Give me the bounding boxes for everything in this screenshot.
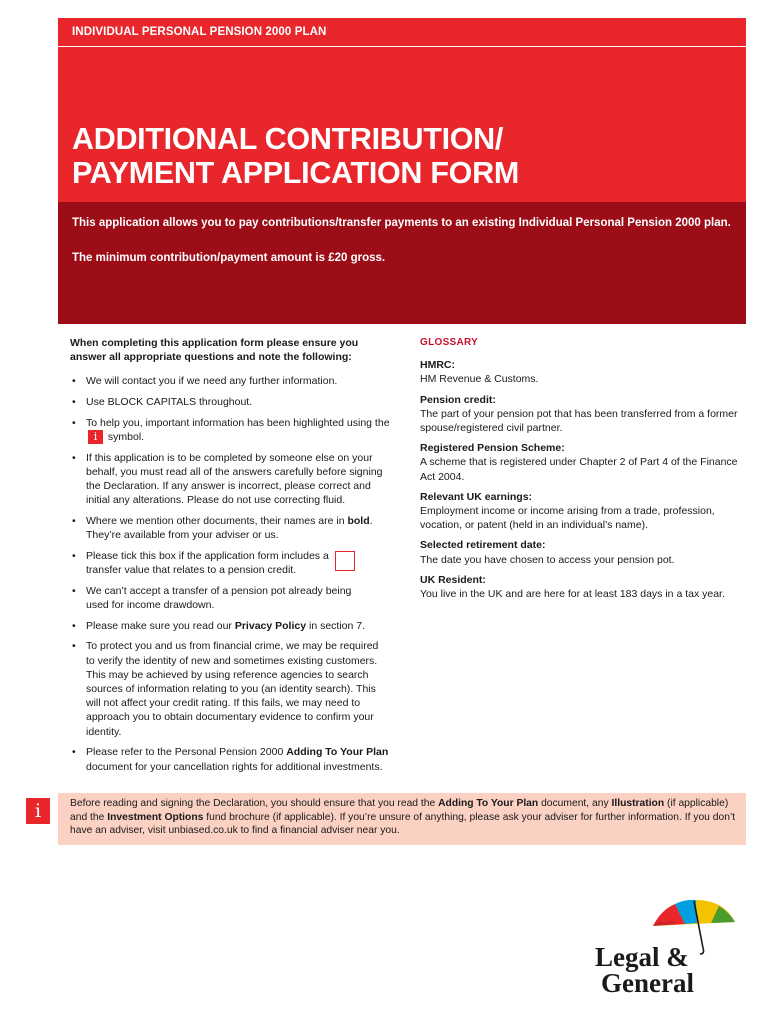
glossary-term: Relevant UK earnings: <box>420 490 533 503</box>
glossary-definition: HM Revenue & Customs. <box>420 373 539 386</box>
minimum-amount-text: The minimum contribution/payment amount is £20 gross. <box>72 252 386 264</box>
glossary-definition: The part of your pension pot that has been transferred from a former spouse/registered civil partner. <box>420 407 738 435</box>
list-item: • Use BLOCK CAPITALS throughout. <box>70 395 390 409</box>
glossary-definition: You live in the UK and are here for at least 183 days in a tax year. <box>420 588 725 601</box>
glossary-term: Registered Pension Scheme: <box>420 442 565 455</box>
list-item: • To protect you and us from financial crime, we may be required to verify the identity of new and sometimes existing customers. This may be achieved by using reference agencies to search sources of information relating to you (an identity search). This will not affect your credit rating. If this fails, we may need to approach you to obtain documentary evidence to confirm your identity. <box>70 639 390 738</box>
intro-text: This application allows you to pay contributions/transfer payments to an existing Individual Personal Pension 2000 plan. <box>72 217 731 229</box>
title-line-1: ADDITIONAL CONTRIBUTION/ <box>72 122 504 156</box>
instructions-lead: When completing this application form please ensure you answer all appropriate questions and note the following: <box>70 337 359 364</box>
info-icon: i <box>26 798 50 824</box>
logo-line-1: Legal & <box>595 942 689 972</box>
list-item: • We can’t accept a transfer of a pension pot already being used for income drawdown. <box>70 584 390 612</box>
list-item: • Please refer to the Personal Pension 2000 Adding To Your Plan document for your cancellation rights for additional investments. <box>70 745 390 773</box>
glossary-definition: The date you have chosen to access your pension pot. <box>420 553 675 566</box>
list-item: • If this application is to be completed by someone else on your behalf, you must read all of the answers carefully before signing the Declaration. If any answer is incorrect, please correct and initial any alterations. Please do not use correcting fluid. <box>70 451 390 508</box>
list-item: • Please make sure you read our Privacy Policy in section 7. <box>70 619 390 633</box>
instructions-section <box>70 336 390 780</box>
plan-name-bar: INDIVIDUAL PERSONAL PENSION 2000 PLAN <box>58 18 746 46</box>
glossary-term: HMRC: <box>420 359 455 372</box>
glossary-definition: A scheme that is registered under Chapter 2 of Part 4 of the Finance Act 2004. <box>420 456 738 483</box>
legal-and-general-logo <box>593 896 738 998</box>
important-info-text: Before reading and signing the Declaration, you should ensure that you read the Adding To Your Plan document, any Illustration (if applicable) and the Investment Options fund brochure (if applicable). If you’re unsure of anything, please ask your adviser for further information. If you don’t have an adviser, visit unbiased.co.uk to find a financial adviser near you. <box>70 798 736 837</box>
glossary-term: Pension credit: <box>420 393 496 406</box>
logo-line-2: General <box>601 968 694 998</box>
list-item: • We will contact you if we need any further information. <box>70 374 390 388</box>
glossary-heading: GLOSSARY <box>420 337 479 348</box>
list-item: • Where we mention other documents, their names are in bold. They’re available from your adviser or us. <box>70 514 390 542</box>
glossary-term: UK Resident: <box>420 573 486 586</box>
glossary-section <box>420 336 740 607</box>
glossary-definition: Employment income or income arising from a trade, profession, vocation, or patent (held in an individual’s name). <box>420 505 715 532</box>
instructions-list <box>70 374 390 773</box>
list-item: • To help you, important information has been highlighted using the i symbol. <box>70 416 390 444</box>
page-title <box>72 122 519 190</box>
pension-credit-checkbox[interactable] <box>335 551 355 571</box>
info-icon: i <box>88 430 103 444</box>
list-item: • Please tick this box if the application form includes a transfer value that relates to a pension credit. <box>70 549 390 577</box>
glossary-term: Selected retirement date: <box>420 539 546 552</box>
title-line-2: PAYMENT APPLICATION FORM <box>72 156 519 190</box>
